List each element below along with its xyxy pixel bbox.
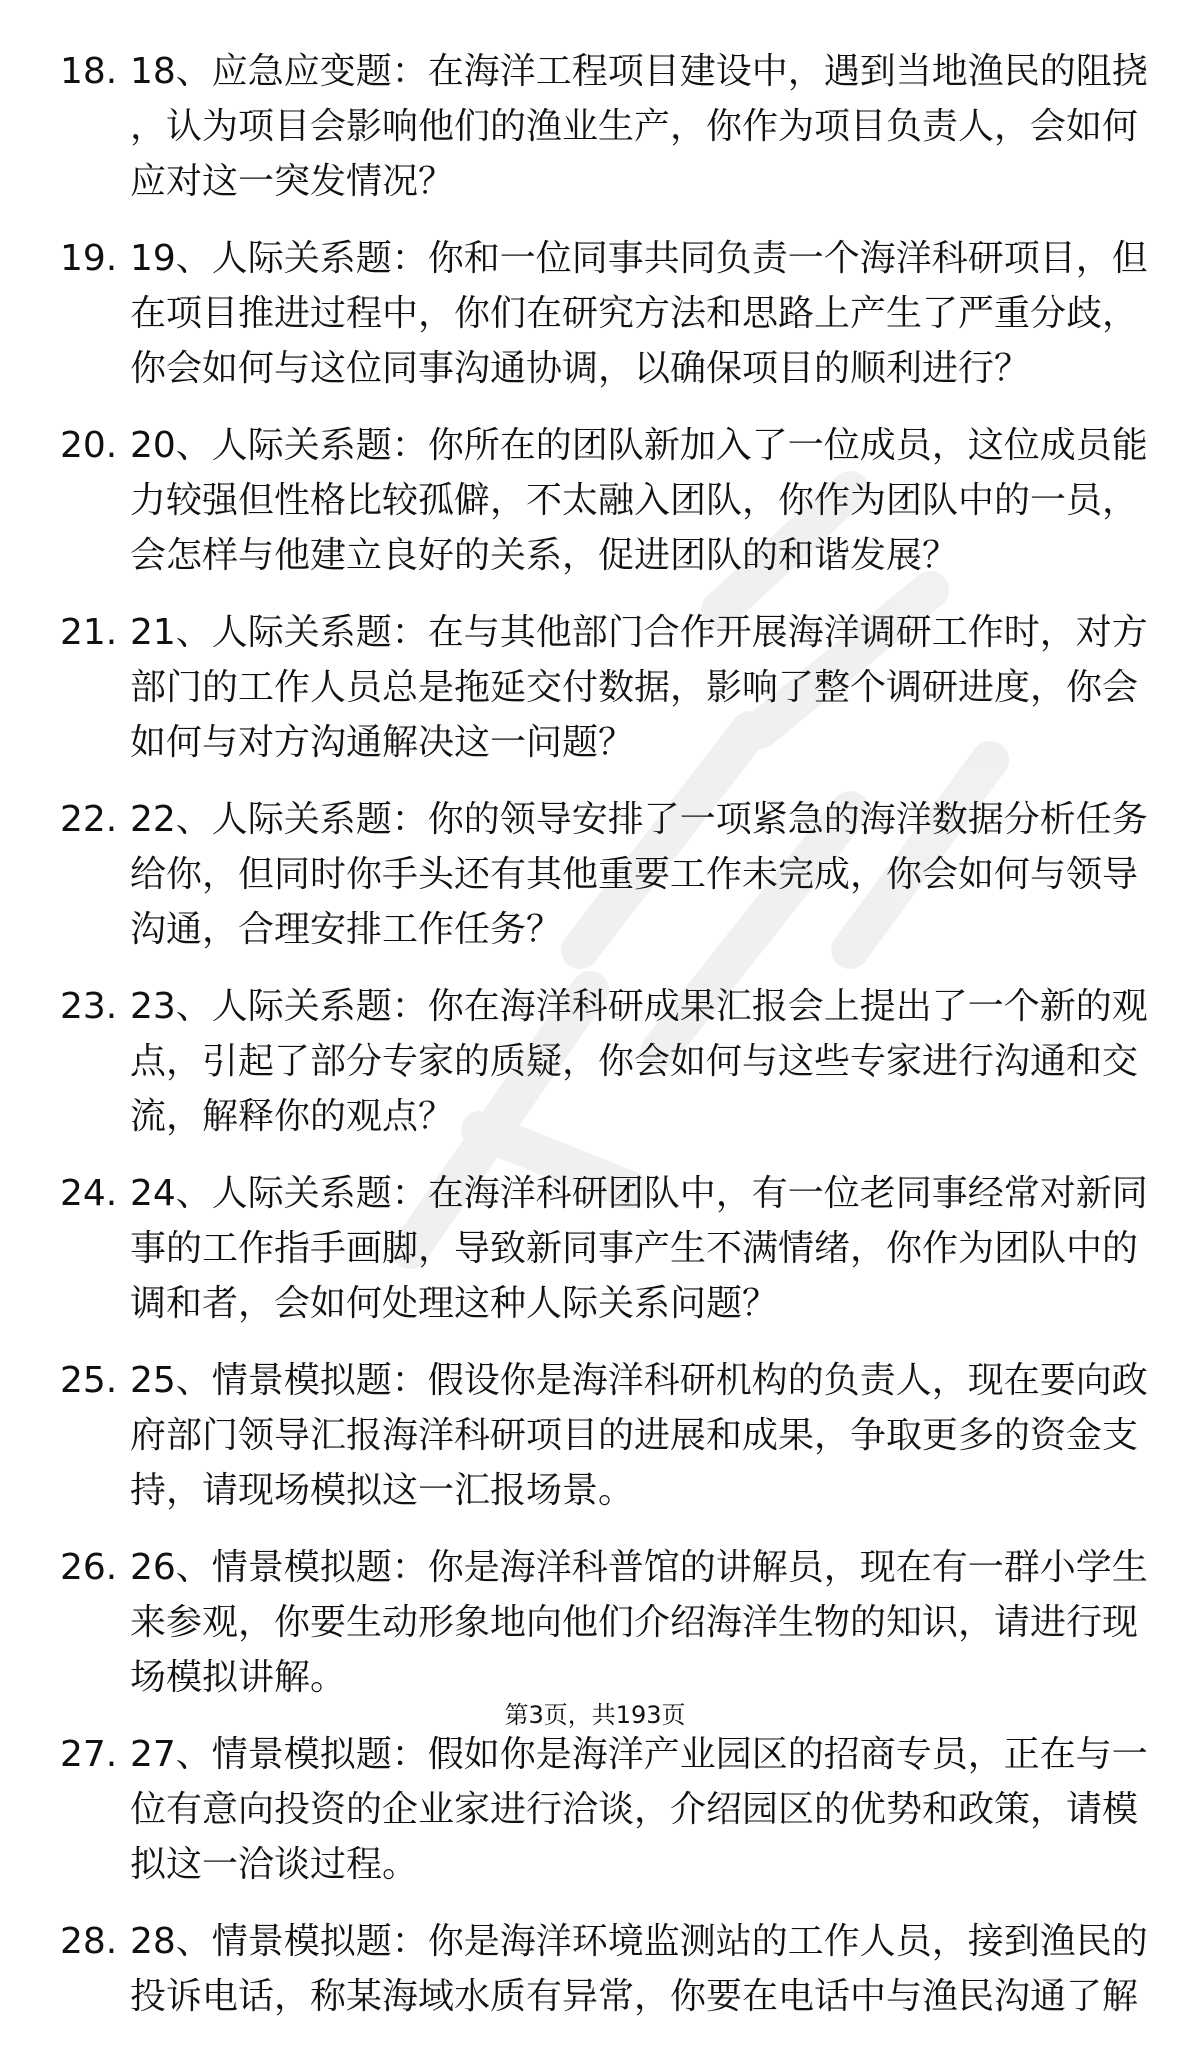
question-number: 18. [60,51,118,92]
question-item-20 [60,418,1150,583]
question-text: 19、人际关系题：你和一位同事共同负责一个海洋科研项目，但在项目推进过程中，你们在研究方法和思路上产生了严重分歧，你会如何与这位同事沟通协调，以确保项目的顺利进行？ [130,238,1148,389]
question-number: 28. [60,1921,118,1962]
question-text: 21、人际关系题：在与其他部门合作开展海洋调研工作时，对方部门的工作人员总是拖延交付数据，影响了整个调研进度，你会如何与对方沟通解决这一问题？ [130,612,1148,763]
question-number: 24. [60,1173,118,1214]
question-item-27 [60,1727,1150,1892]
question-text: 25、情景模拟题：假设你是海洋科研机构的负责人，现在要向政府部门领导汇报海洋科研项目的进展和成果，争取更多的资金支持，请现场模拟这一汇报场景。 [130,1360,1148,1511]
question-item-19 [60,231,1150,396]
question-text: 23、人际关系题：你在海洋科研成果汇报会上提出了一个新的观点，引起了部分专家的质疑，你会如何与这些专家进行沟通和交流，解释你的观点？ [130,986,1148,1137]
question-text: 24、人际关系题：在海洋科研团队中，有一位老同事经常对新同事的工作指手画脚，导致新同事产生不满情绪，你作为团队中的调和者，会如何处理这种人际关系问题？ [130,1173,1148,1324]
question-text: 20、人际关系题：你所在的团队新加入了一位成员，这位成员能力较强但性格比较孤僻，不太融入团队，你作为团队中的一员，会怎样与他建立良好的关系，促进团队的和谐发展？ [130,425,1148,576]
page-footer: 第3页，共193页 [504,1701,686,1729]
question-text: 26、情景模拟题：你是海洋科普馆的讲解员，现在有一群小学生来参观，你要生动形象地向他们介绍海洋生物的知识，请进行现场模拟讲解。 [130,1547,1148,1698]
question-number: 23. [60,986,118,1027]
question-number: 27. [60,1734,118,1775]
question-text: 28、情景模拟题：你是海洋环境监测站的工作人员，接到渔民的投诉电话，称某海域水质有异常，你要在电话中与渔民沟通了解 [130,1921,1148,2017]
question-number: 21. [60,612,118,653]
question-item-22 [60,792,1150,957]
question-text: 27、情景模拟题：假如你是海洋产业园区的招商专员，正在与一位有意向投资的企业家进行洽谈，介绍园区的优势和政策，请模拟这一洽谈过程。 [130,1734,1148,1885]
question-text: 18、应急应变题：在海洋工程项目建设中，遇到当地渔民的阻挠，认为项目会影响他们的渔业生产，你作为项目负责人，会如何应对这一突发情况？ [130,51,1148,202]
question-item-21 [60,605,1150,770]
question-item-26 [60,1540,1150,1705]
question-item-18 [60,44,1150,209]
question-number: 25. [60,1360,118,1401]
question-number: 19. [60,238,118,279]
question-number: 20. [60,425,118,466]
question-text: 22、人际关系题：你的领导安排了一项紧急的海洋数据分析任务给你，但同时你手头还有其他重要工作未完成，你会如何与领导沟通，合理安排工作任务？ [130,799,1148,950]
question-item-23 [60,979,1150,1144]
question-item-28 [60,1914,1150,2024]
question-number: 22. [60,799,118,840]
question-number: 26. [60,1547,118,1588]
question-item-25 [60,1353,1150,1518]
question-item-24 [60,1166,1150,1331]
question-list [60,44,1150,2046]
